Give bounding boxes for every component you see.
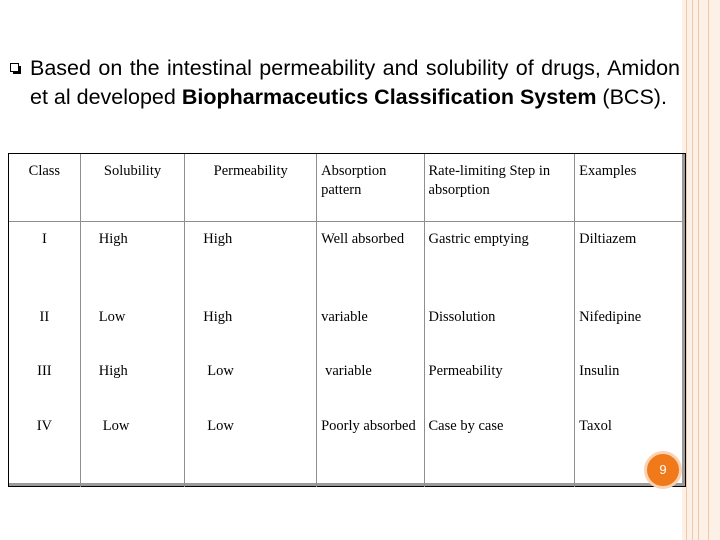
cell-class: I [9, 222, 80, 301]
border-line [708, 0, 709, 540]
cell-examples: Diltiazem [579, 231, 637, 247]
square-bullet-icon [10, 63, 21, 74]
table-header-row [9, 154, 682, 222]
cell-permeability: High [185, 300, 317, 354]
bcs-table [9, 154, 682, 487]
cell-rate-limiting: Dissolution [424, 300, 575, 354]
table-row [9, 409, 682, 487]
intro-text-plain: Based on the intestinal permeability and solubility of drugs, Amidon et al developed [30, 56, 680, 109]
cell-absorption: Well absorbed [317, 222, 424, 301]
cell-class: II [9, 300, 80, 354]
cell-absorption: variable [317, 354, 424, 409]
header-permeability: Permeability [185, 154, 317, 222]
header-class: Class [9, 154, 80, 222]
table-row [9, 354, 682, 409]
cell-class: IV [9, 409, 80, 487]
intro-text [30, 54, 680, 112]
intro-bullet [10, 54, 680, 112]
table-row [9, 222, 682, 301]
cell-rate-limiting: Gastric emptying [424, 222, 575, 301]
header-absorption: Absorption pattern [317, 154, 424, 222]
header-examples: Examples [575, 154, 682, 222]
cell-examples: Nifedipine [579, 309, 642, 325]
cell-solubility: High [80, 354, 185, 409]
cell-rate-limiting: Permeability [424, 354, 575, 409]
header-rate-limiting: Rate-limiting Step in absorption [424, 154, 575, 222]
table-row [9, 300, 682, 354]
intro-text-bold: Biopharmaceutics Classification System [181, 85, 597, 109]
cell-permeability: Low [185, 409, 317, 487]
cell-rate-limiting: Case by case [424, 409, 575, 487]
border-line [686, 0, 687, 540]
border-line [692, 0, 693, 540]
page-number-badge: 9 [644, 451, 682, 489]
cell-class: III [9, 354, 80, 409]
cell-permeability: Low [185, 354, 317, 409]
border-line [698, 0, 699, 540]
cell-permeability: High [185, 222, 317, 301]
slide-right-border [682, 0, 720, 540]
cell-solubility: Low [80, 300, 185, 354]
cell-absorption: variable [317, 300, 424, 354]
cell-examples: Insulin [579, 363, 620, 379]
cell-solubility: Low [80, 409, 185, 487]
cell-absorption: Poorly absorbed [317, 409, 424, 487]
cell-examples: Taxol [579, 418, 612, 434]
intro-text-end: (BCS). [596, 85, 667, 109]
cell-solubility: High [80, 222, 185, 301]
header-solubility: Solubility [80, 154, 185, 222]
